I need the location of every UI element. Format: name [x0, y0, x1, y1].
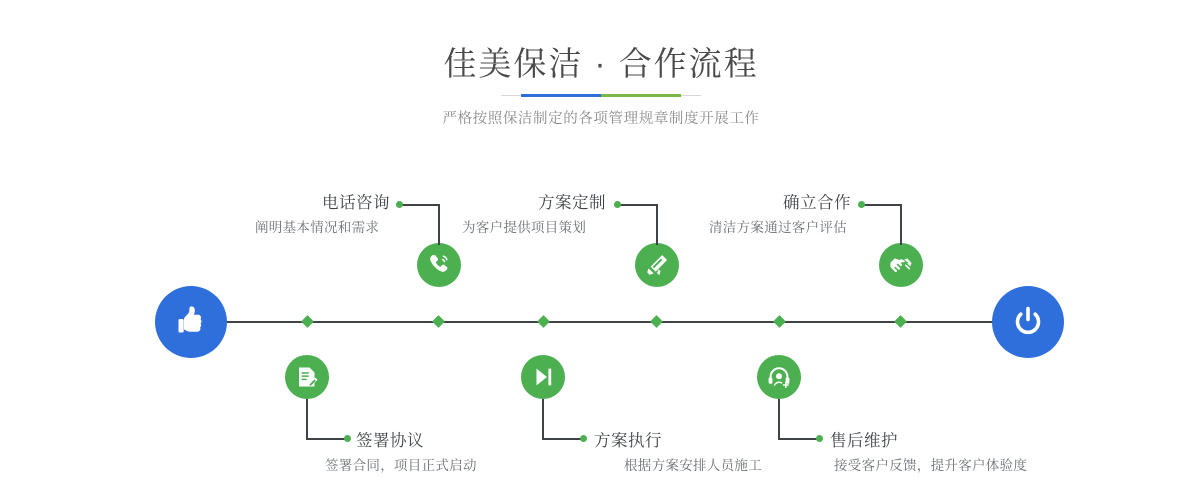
- step-desc: 清洁方案通过客户评估: [709, 220, 847, 235]
- flow-end-badge: [992, 286, 1064, 358]
- document-edit-icon: [294, 364, 320, 390]
- connector-tip-dot: [614, 201, 621, 208]
- connector-horizontal: [618, 204, 658, 206]
- timeline-node-marker: [650, 315, 663, 328]
- connector-vertical: [656, 205, 658, 245]
- connector-horizontal: [306, 438, 346, 440]
- timeline-node-marker: [301, 315, 314, 328]
- connector-vertical: [438, 205, 440, 245]
- step-icon-document-edit: [285, 355, 329, 399]
- connector-vertical: [778, 399, 780, 439]
- pen-ruler-icon: [644, 252, 670, 278]
- step-title: 确立合作: [783, 194, 851, 212]
- flow-start-badge: [155, 286, 227, 358]
- page-subtitle: 严格按照保洁制定的各项管理规章制度开展工作: [442, 111, 760, 127]
- title-divider-accent-green: [601, 94, 681, 97]
- timeline-node-marker: [773, 315, 786, 328]
- headset-add-icon: [766, 364, 792, 390]
- step-desc: 为客户提供项目策划: [462, 220, 587, 235]
- connector-tip-dot: [344, 435, 351, 442]
- timeline-node-marker: [894, 315, 907, 328]
- phone-ring-icon: [426, 252, 452, 278]
- connector-tip-dot: [816, 435, 823, 442]
- step-title: 方案定制: [538, 194, 606, 212]
- step-desc: 阐明基本情况和需求: [255, 220, 380, 235]
- step-title: 售后维护: [830, 432, 898, 450]
- step-icon-headset-add: [757, 355, 801, 399]
- page-title: 佳美保洁 · 合作流程: [443, 45, 759, 82]
- power-icon: [1008, 302, 1048, 342]
- handshake-icon: [888, 252, 914, 278]
- step-icon-phone-ring: [417, 243, 461, 287]
- step-title: 电话咨询: [322, 194, 390, 212]
- step-icon-play-next: [521, 355, 565, 399]
- step-desc: 接受客户反馈，提升客户体验度: [834, 458, 1028, 473]
- timeline-node-marker: [537, 315, 550, 328]
- thumbs-up-icon: [171, 302, 211, 342]
- timeline-node-marker: [432, 315, 445, 328]
- connector-vertical: [542, 399, 544, 439]
- step-desc: 签署合同，项目正式启动: [325, 458, 477, 473]
- connector-horizontal: [542, 438, 582, 440]
- connector-vertical: [306, 399, 308, 439]
- connector-horizontal: [400, 204, 440, 206]
- step-icon-pen-ruler: [635, 243, 679, 287]
- connector-horizontal: [862, 204, 902, 206]
- title-divider-accent-blue: [521, 94, 601, 97]
- connector-horizontal: [778, 438, 818, 440]
- step-desc: 根据方案安排人员施工: [624, 458, 762, 473]
- connector-tip-dot: [396, 201, 403, 208]
- connector-tip-dot: [580, 435, 587, 442]
- step-title: 方案执行: [594, 432, 662, 450]
- step-title: 签署协议: [356, 432, 424, 450]
- connector-tip-dot: [858, 201, 865, 208]
- connector-vertical: [900, 205, 902, 245]
- step-icon-handshake: [879, 243, 923, 287]
- play-next-icon: [530, 364, 556, 390]
